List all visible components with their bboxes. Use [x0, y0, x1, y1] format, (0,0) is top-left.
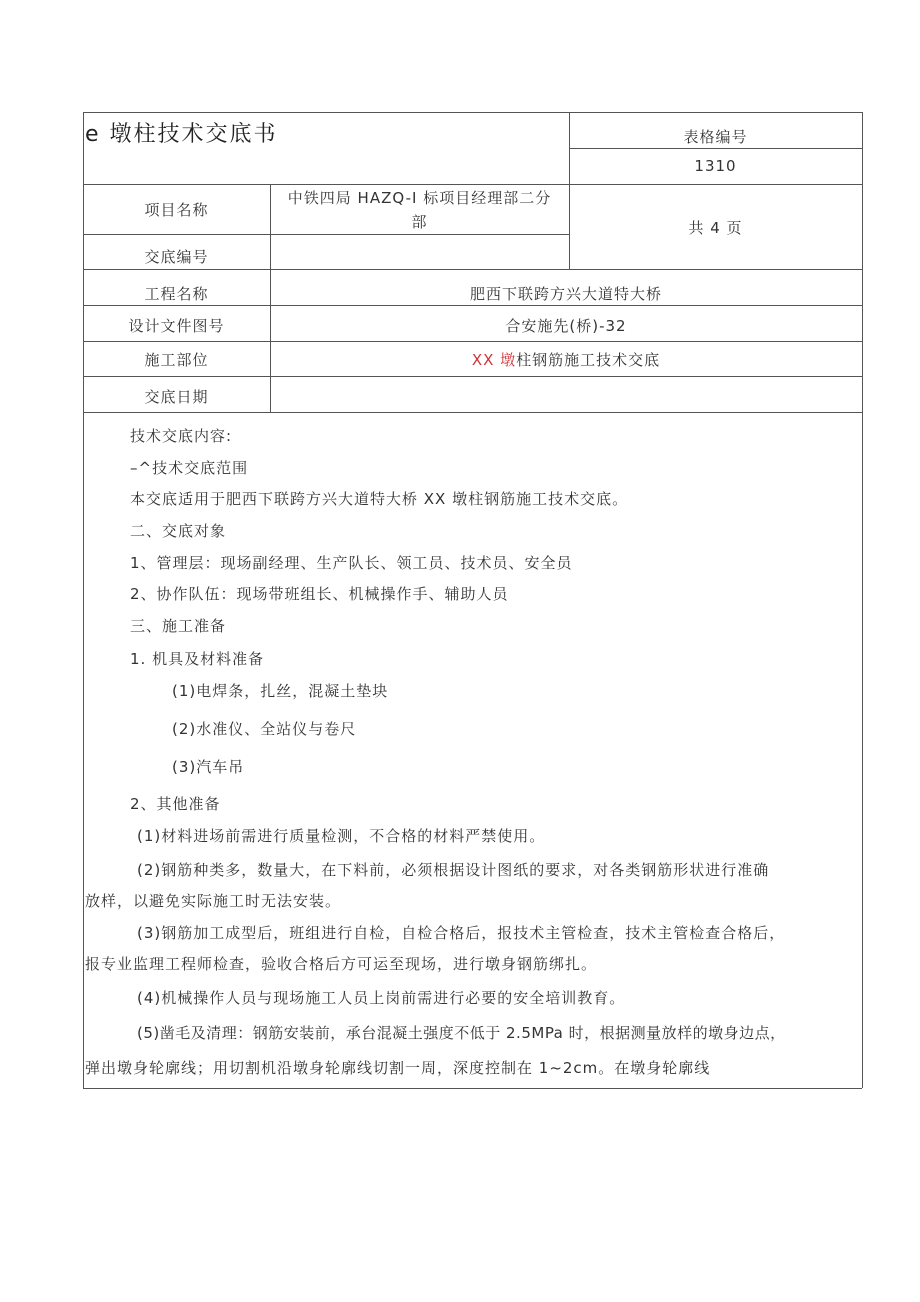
- location-value-rest: 柱钢筋施工技术交底: [516, 351, 661, 369]
- content-line: 技术交底内容:: [130, 427, 233, 445]
- form-no: 1310: [694, 157, 737, 175]
- content-line: 本交底适用于肥西下联跨方兴大道特大桥 XX 墩柱钢筋施工技术交底。: [130, 490, 629, 508]
- content-line: 2、其他准备: [130, 795, 221, 813]
- content-line: (3)汽车吊: [172, 758, 245, 776]
- engineering-name-value: 肥西下联跨方兴大道特大桥: [469, 285, 662, 303]
- design-doc-label: 设计文件图号: [128, 317, 225, 335]
- project-name-value-cont: 部: [411, 213, 428, 231]
- content-line: 1、管理层：现场副经理、生产队长、领工员、技术员、安全员: [130, 554, 573, 572]
- content-line: 报专业监理工程师检查，验收合格后方可运至现场，进行墩身钢筋绑扎。: [85, 955, 598, 973]
- table-border: [83, 412, 862, 413]
- content-line: (2)水准仪、全站仪与卷尺: [172, 720, 357, 738]
- table-border: [83, 269, 862, 270]
- disclosure-no-label: 交底编号: [144, 248, 209, 266]
- location-value: [270, 349, 862, 370]
- content-line: (3)钢筋加工成型后，班组进行自检，自检合格后，报技术主管检查，技术主管检查合格后，: [137, 924, 786, 942]
- table-border: [862, 112, 863, 1088]
- date-label: 交底日期: [144, 388, 209, 406]
- content-line: (2)钢筋种类多，数量大，在下料前，必须根据设计图纸的要求，对各类钢筋形状进行准确: [137, 861, 770, 879]
- form-no-label: 表格编号: [683, 128, 748, 146]
- table-border: [83, 341, 862, 342]
- table-border: [83, 376, 862, 377]
- content-line: 二、交底对象: [130, 522, 227, 540]
- content-line: (4)机械操作人员与现场施工人员上岗前需进行必要的安全培训教育。: [137, 989, 626, 1007]
- content-line: 弹出墩身轮廓线；用切割机沿墩身轮廓线切割一周，深度控制在 1~2cm。在墩身轮廓线: [85, 1059, 711, 1077]
- design-doc-value: 合安施先(桥)-32: [505, 317, 627, 335]
- content-line: –^技术交底范围: [130, 459, 249, 477]
- engineering-name-label: 工程名称: [144, 285, 209, 303]
- content-line: (1)材料进场前需进行质量检测，不合格的材料严禁使用。: [137, 827, 546, 845]
- table-border: [569, 148, 862, 149]
- table-border: [83, 234, 569, 235]
- content-line: 2、协作队伍：现场带班组长、机械操作手、辅助人员: [130, 585, 509, 603]
- content-line: 放样，以避免实际施工时无法安装。: [85, 892, 342, 910]
- content-line: (1)电焊条，扎丝，混凝土垫块: [172, 682, 389, 700]
- table-border: [83, 1088, 862, 1089]
- table-border: [83, 305, 862, 306]
- content-line: 三、施工准备: [130, 617, 227, 635]
- content-line: (5)凿毛及清理：钢筋安装前，承台混凝土强度不低于 2.5MPa 时，根据测量放样的墩身边点，: [137, 1024, 786, 1042]
- project-name-value: 中铁四局 HAZQ-I 标项目经理部二分: [287, 189, 552, 207]
- location-label: 施工部位: [144, 351, 209, 369]
- page-title: e 墩柱技术交底书: [85, 122, 278, 147]
- page-count: 共 4 页: [688, 219, 743, 237]
- location-value-highlight: XX 墩: [471, 351, 517, 369]
- project-name-label: 项目名称: [144, 201, 209, 219]
- table-border: [83, 112, 862, 113]
- content-line: 1. 机具及材料准备: [130, 650, 265, 668]
- table-border: [83, 184, 862, 185]
